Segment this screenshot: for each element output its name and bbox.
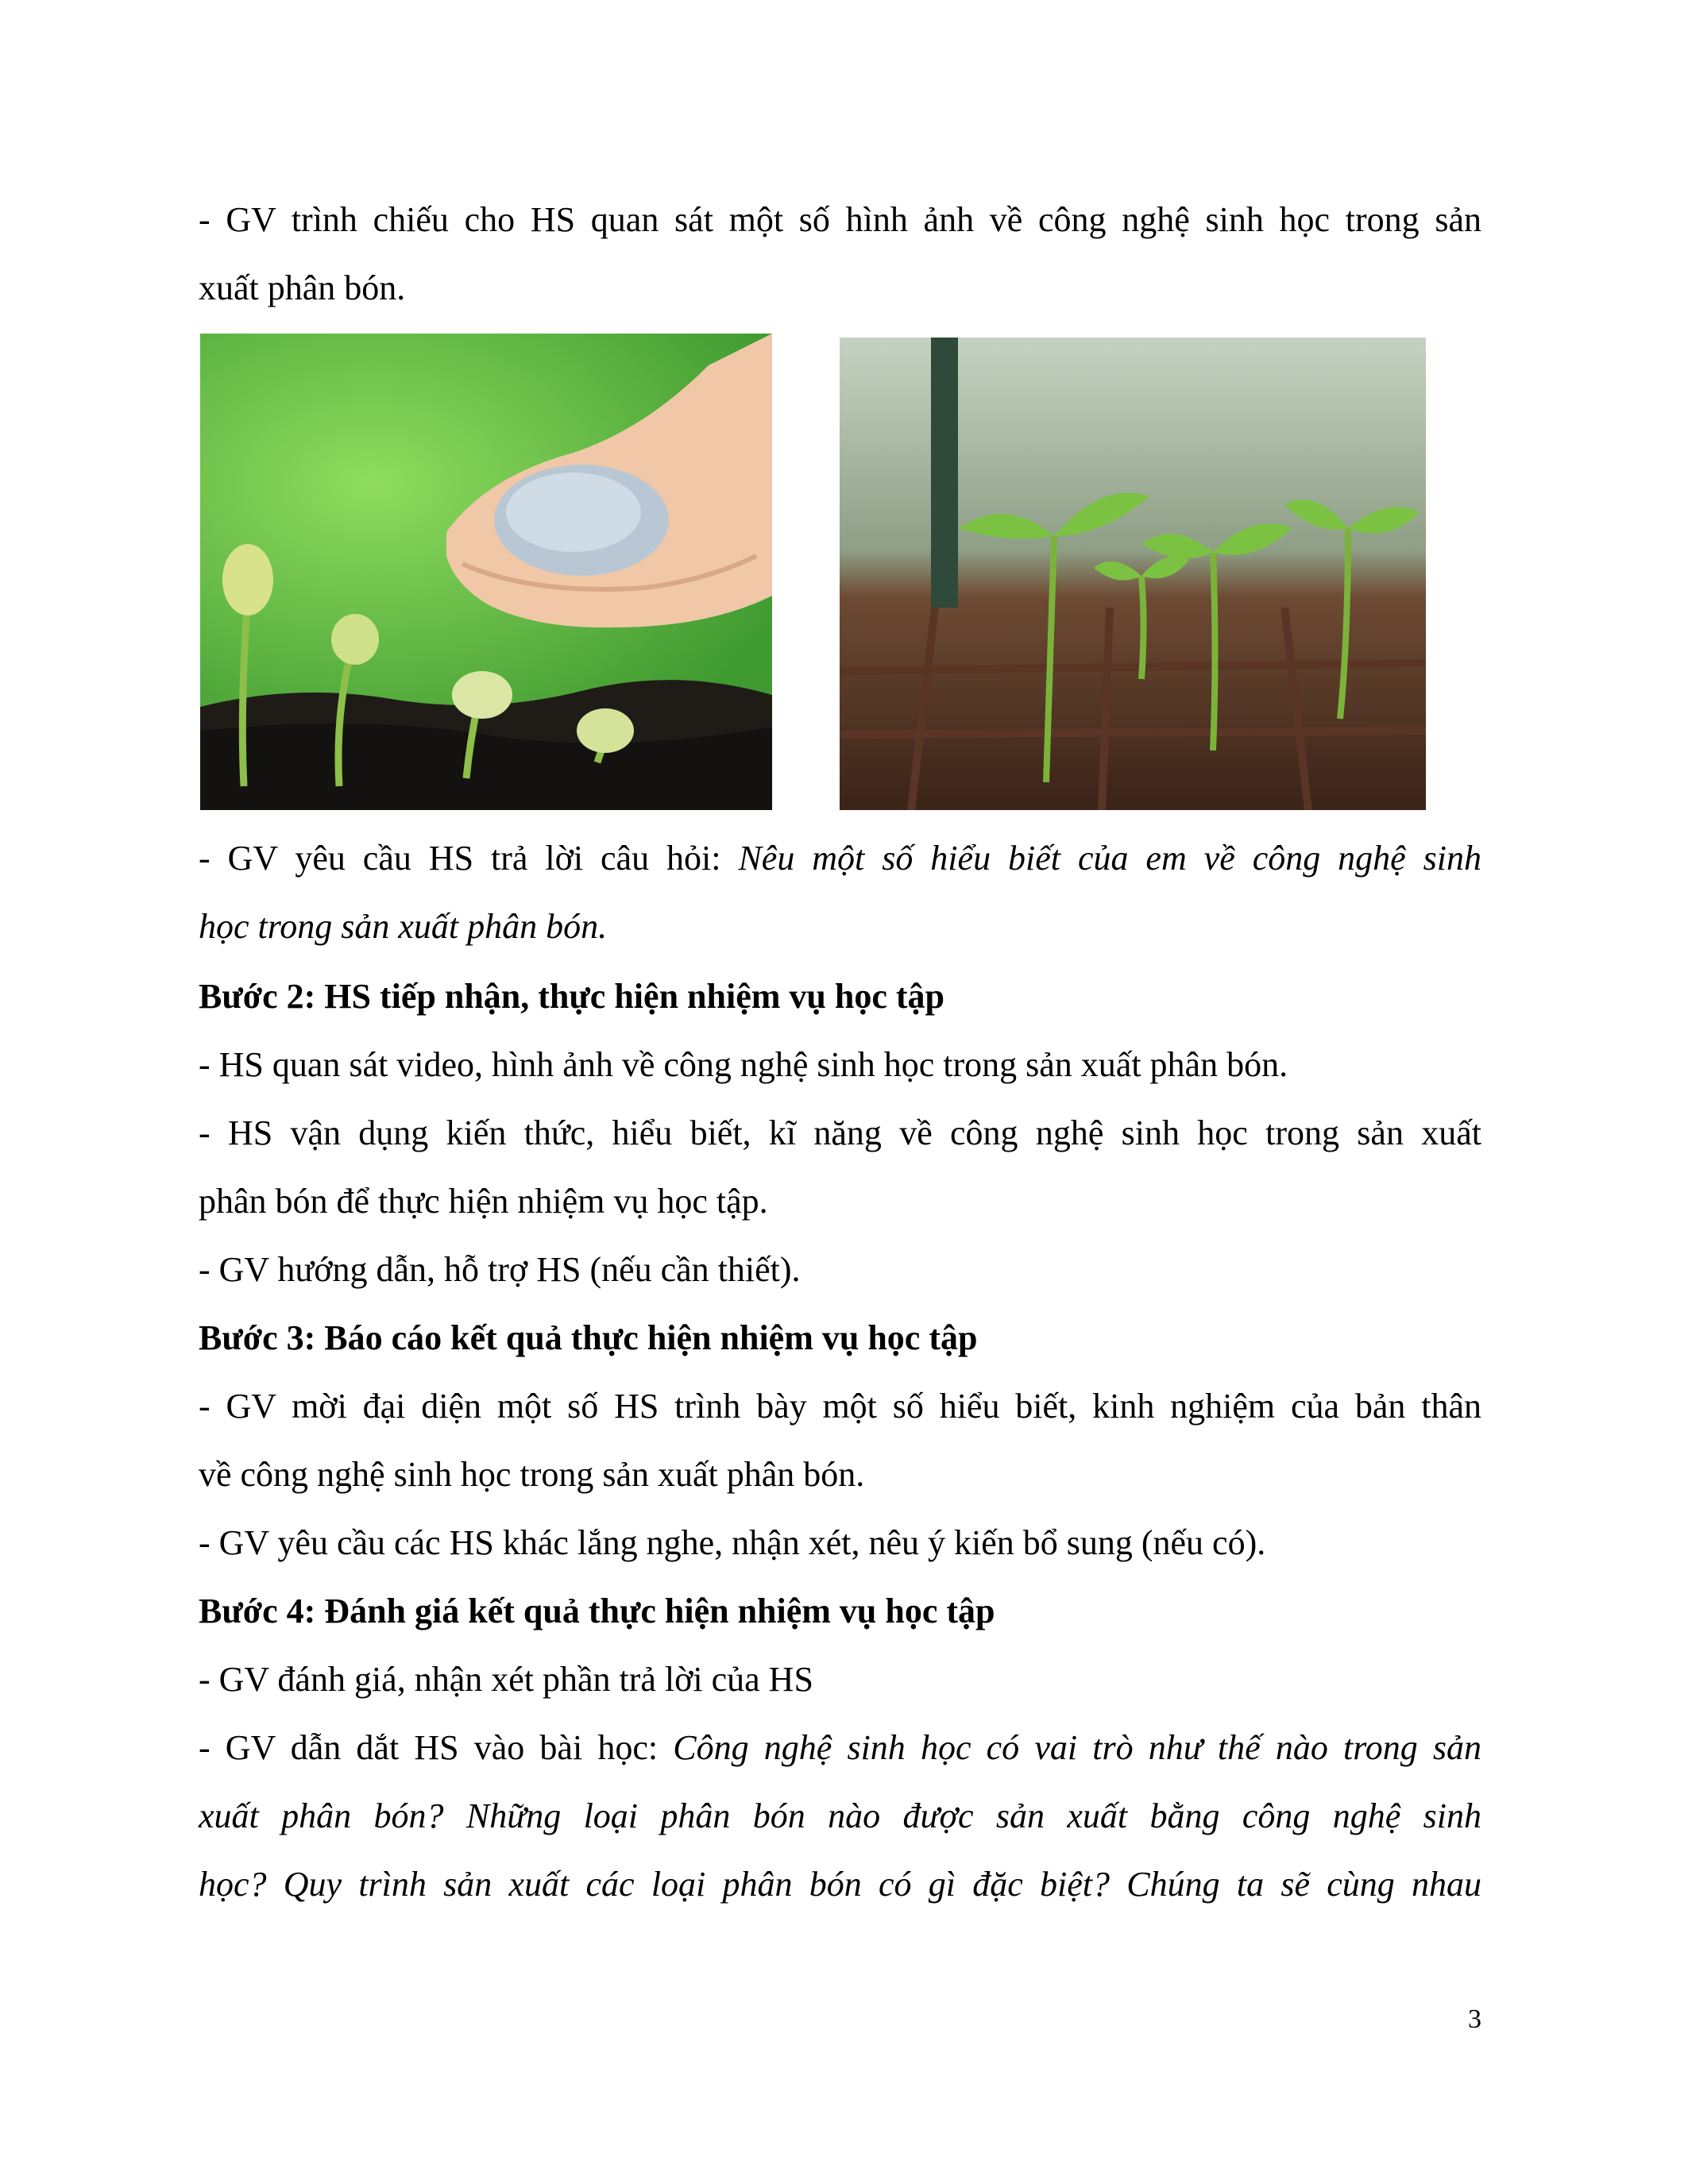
fertilizer-hand-seedlings-image bbox=[200, 334, 772, 810]
paragraph-question bbox=[199, 824, 1481, 961]
question-text: học trong sản xuất phân bón. bbox=[199, 907, 608, 946]
heading-step-3 bbox=[199, 1304, 1481, 1372]
text-span: - GV dẫn dắt HS vào bài học: bbox=[199, 1728, 674, 1767]
text-line: - GV trình chiếu cho HS quan sát một số hình ảnh về công nghệ sinh học trong sản bbox=[199, 200, 1481, 239]
paragraph-step2-b bbox=[199, 1099, 1481, 1236]
heading-step-4 bbox=[199, 1577, 1481, 1646]
lead-in-question: Công nghệ sinh học có vai trò như thế nào trong sản bbox=[673, 1728, 1481, 1767]
text-line: phân bón để thực hiện nhiệm vụ học tập. bbox=[199, 1182, 768, 1221]
paragraph-intro bbox=[199, 186, 1481, 322]
paragraph-step4-a bbox=[199, 1646, 1481, 1714]
page-number: 3 bbox=[1468, 2005, 1481, 2034]
paragraph-step4-b bbox=[199, 1714, 1481, 1919]
lead-in-question: học? Quy trình sản xuất các loại phân bón có gì đặc biệt? Chúng ta sẽ cùng nhau bbox=[199, 1865, 1481, 1904]
question-text: Nêu một số hiểu biết của em về công nghệ sinh bbox=[738, 839, 1482, 878]
text-line: - GV hướng dẫn, hỗ trợ HS (nếu cần thiết). bbox=[199, 1250, 801, 1289]
heading-text: Bước 4: Đánh giá kết quả thực hiện nhiệm vụ học tập bbox=[199, 1592, 995, 1630]
heading-step-2 bbox=[199, 963, 1481, 1031]
text-line: về công nghệ sinh học trong sản xuất phân bón. bbox=[199, 1455, 865, 1494]
text-line bbox=[199, 1714, 1481, 1782]
text-line: - GV mời đại diện một số HS trình bày một số hiểu biết, kinh nghiệm của bản thân bbox=[199, 1387, 1481, 1426]
text-line: xuất phân bón. bbox=[199, 268, 406, 307]
paragraph-step3-a bbox=[199, 1372, 1481, 1509]
text-line: - GV yêu cầu các HS khác lắng nghe, nhận xét, nêu ý kiến bổ sung (nếu có). bbox=[199, 1523, 1266, 1562]
paragraph-step3-b bbox=[199, 1509, 1481, 1577]
text-line: - HS vận dụng kiến thức, hiểu biết, kĩ năng về công nghệ sinh học trong sản xuất bbox=[199, 1113, 1481, 1152]
seedlings-in-soil-image bbox=[840, 338, 1426, 810]
text-line bbox=[199, 824, 1481, 893]
text-line: - HS quan sát video, hình ảnh về công nghệ sinh học trong sản xuất phân bón. bbox=[199, 1045, 1288, 1084]
text-line: - GV đánh giá, nhận xét phần trả lời của HS bbox=[199, 1660, 813, 1699]
paragraph-step2-c bbox=[199, 1236, 1481, 1304]
paragraph-step2-a bbox=[199, 1031, 1481, 1099]
heading-text: Bước 3: Báo cáo kết quả thực hiện nhiệm vụ học tập bbox=[199, 1318, 978, 1357]
heading-text: Bước 2: HS tiếp nhận, thực hiện nhiệm vụ học tập bbox=[199, 977, 944, 1016]
text-span: - GV yêu cầu HS trả lời câu hỏi: bbox=[199, 839, 739, 878]
lead-in-question: xuất phân bón? Những loại phân bón nào được sản xuất bằng công nghệ sinh bbox=[199, 1796, 1481, 1835]
